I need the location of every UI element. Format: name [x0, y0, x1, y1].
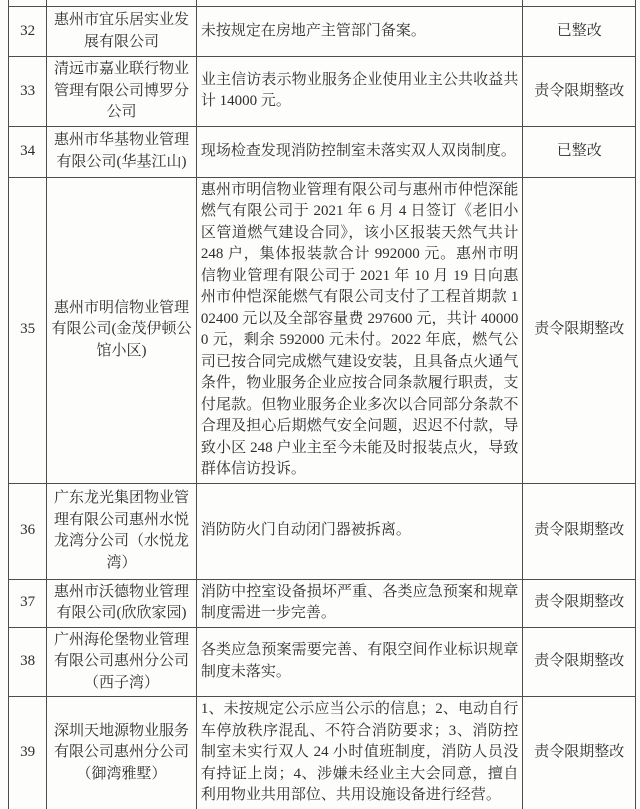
status-badge: 责令限期整改: [523, 627, 636, 697]
company-name: 广州海伦堡物业管理有限公司惠州分公司（西子湾）: [47, 627, 197, 697]
table-body: [9, 0, 636, 809]
status-badge: 责令限期整改: [523, 177, 636, 483]
status-badge: 已整改: [523, 7, 636, 57]
table-row: [9, 177, 636, 483]
issue-text: 未按规定在房地产主管部门备案。: [196, 7, 523, 57]
company-name: 惠州市宜乐居实业发展有限公司: [47, 7, 197, 57]
status-badge: 已整改: [523, 126, 636, 177]
status-badge: 责令限期整改: [523, 483, 636, 579]
row-number: 39: [9, 697, 47, 809]
issue-text: 消防防火门自动闭门器被拆离。: [196, 483, 523, 579]
issue-text: 消防中控室设备损坏严重、各类应急预案和规章制度需进一步完善。: [196, 579, 523, 627]
row-number: 35: [9, 177, 47, 483]
table-row: [9, 483, 636, 579]
table-row: [9, 126, 636, 177]
status-badge: 责令限期整改: [523, 57, 636, 127]
row-number: 34: [9, 126, 47, 177]
table-row: [9, 697, 636, 809]
table-row: [9, 7, 636, 57]
company-name: 广东龙光集团物业管理有限公司惠州水悦龙湾分公司（水悦龙湾）: [47, 483, 197, 579]
row-number: 37: [9, 579, 47, 627]
table-row: [9, 57, 636, 127]
row-number: 36: [9, 483, 47, 579]
company-name: 深圳天地源物业服务有限公司惠州分公司（御湾雅墅）: [47, 697, 197, 809]
company-name: 惠州市明信物业管理有限公司(金茂伊顿公馆小区): [47, 177, 197, 483]
row-number: 33: [9, 57, 47, 127]
row-number: 38: [9, 627, 47, 697]
table-row: [9, 579, 636, 627]
company-name: 惠州市华基物业管理有限公司(华基江山): [47, 126, 197, 177]
row-number: 32: [9, 7, 47, 57]
status-badge: 责令限期整改: [523, 579, 636, 627]
violations-table-wrap: [8, 0, 636, 809]
issue-text: 惠州市明信物业管理有限公司与惠州市仲恺深能燃气有限公司于 2021 年 6 月 4 日签订《老旧小区管道燃气建设合同》，该小区报装天然气共计 248 户，集体报装款合计 992000 元。惠州市明信物业管理有限公司于 2021 年 10 月 19 日向惠州市仲恺深能燃气有限公司支付了工程首期款 102400 元以及全部容量费 297600 元，共计 400000 元，剩余 592000 元未付。2022 年底，燃气公司已按合同完成燃气建设安装，且具备点火通气条件，物业服务企业应按合同条款履行职责，支付尾款。但物业服务企业多次以合同部分条款不合理及担心后期燃气安全问题，迟迟不付款，导致小区 248 户业主至今未能及时报装点火，导致群体信访投诉。: [196, 177, 523, 483]
company-name: 惠州市沃德物业管理有限公司(欣欣家园): [47, 579, 197, 627]
status-badge: 责令限期整改: [523, 697, 636, 809]
table-row: [9, 627, 636, 697]
company-name: 清远市嘉业联行物业管理有限公司博罗分公司: [47, 57, 197, 127]
issue-text: 业主信访表示物业服务企业使用业主公共收益共计 14000 元。: [196, 57, 523, 127]
issue-text: 1、未按规定公示应当公示的信息；2、电动自行车停放秩序混乱、不符合消防要求；3、消防控制室未实行双人 24 小时值班制度，消防人员没有持证上岗；4、涉嫌未经业主大会同意，擅自利用物业共用部位、共用设施设备进行经营。: [196, 697, 523, 809]
violations-table: [8, 0, 636, 809]
issue-text: 各类应急预案需要完善、有限空间作业标识规章制度未落实。: [196, 627, 523, 697]
issue-text: 现场检查发现消防控制室未落实双人双岗制度。: [196, 126, 523, 177]
